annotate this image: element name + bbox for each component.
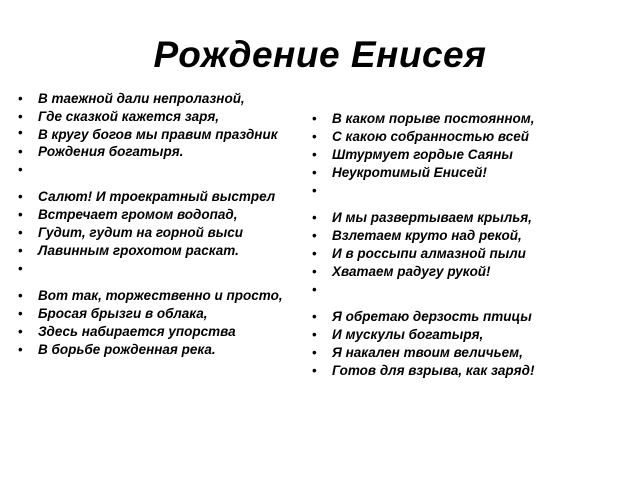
poem-line: • Вот так, торжественно и просто, [18, 287, 308, 305]
poem-line: • Салют! И троекратный выстрел [18, 188, 308, 206]
poem-line: • Взлетаем круто над рекой, [312, 227, 622, 245]
poem-line: • В борьбе рожденная река. [18, 341, 308, 359]
empty-bullet [18, 260, 308, 278]
poem-line: • Встречает громом водопад, [18, 206, 308, 224]
poem-line: • С какою собранностью всей [312, 128, 622, 146]
poem-right-column [312, 110, 622, 380]
poem-line: • И в россыпи алмазной пыли [312, 245, 622, 263]
poem-line: • Штурмует гордые Саяны [312, 146, 622, 164]
empty-bullet [312, 182, 622, 200]
poem-line: • Рождения богатыря. [18, 143, 308, 161]
poem-line: • В каком порыве постоянном, [312, 110, 622, 128]
poem-line: • Здесь набирается упорства [18, 323, 308, 341]
slide-title: Рождение Енисея [153, 34, 487, 75]
poem-line: • Я обретаю дерзость птицы [312, 308, 622, 326]
poem-line: • Бросая брызги в облака, [18, 305, 308, 323]
poem-line: • Я накален твоим величьем, [312, 344, 622, 362]
empty-bullet [312, 281, 622, 299]
poem-line: • И мы развертываем крылья, [312, 209, 622, 227]
poem-line: • В кругу богов мы правим праздник [18, 126, 308, 143]
poem-line: • Где сказкой кажется заря, [18, 108, 308, 126]
poem-line: • В таежной дали непролазной, [18, 90, 308, 108]
poem-line: • Лавинным грохотом раскат. [18, 242, 308, 260]
poem-line: • Готов для взрыва, как заряд! [312, 362, 622, 380]
poem-left-column [18, 90, 308, 359]
poem-line: • Гудит, гудит на горной выси [18, 224, 308, 242]
poem-line: • Хватаем радугу рукой! [312, 263, 622, 281]
empty-bullet [18, 161, 308, 179]
poem-line: • И мускулы богатыря, [312, 326, 622, 344]
poem-line: • Неукротимый Енисей! [312, 164, 622, 182]
